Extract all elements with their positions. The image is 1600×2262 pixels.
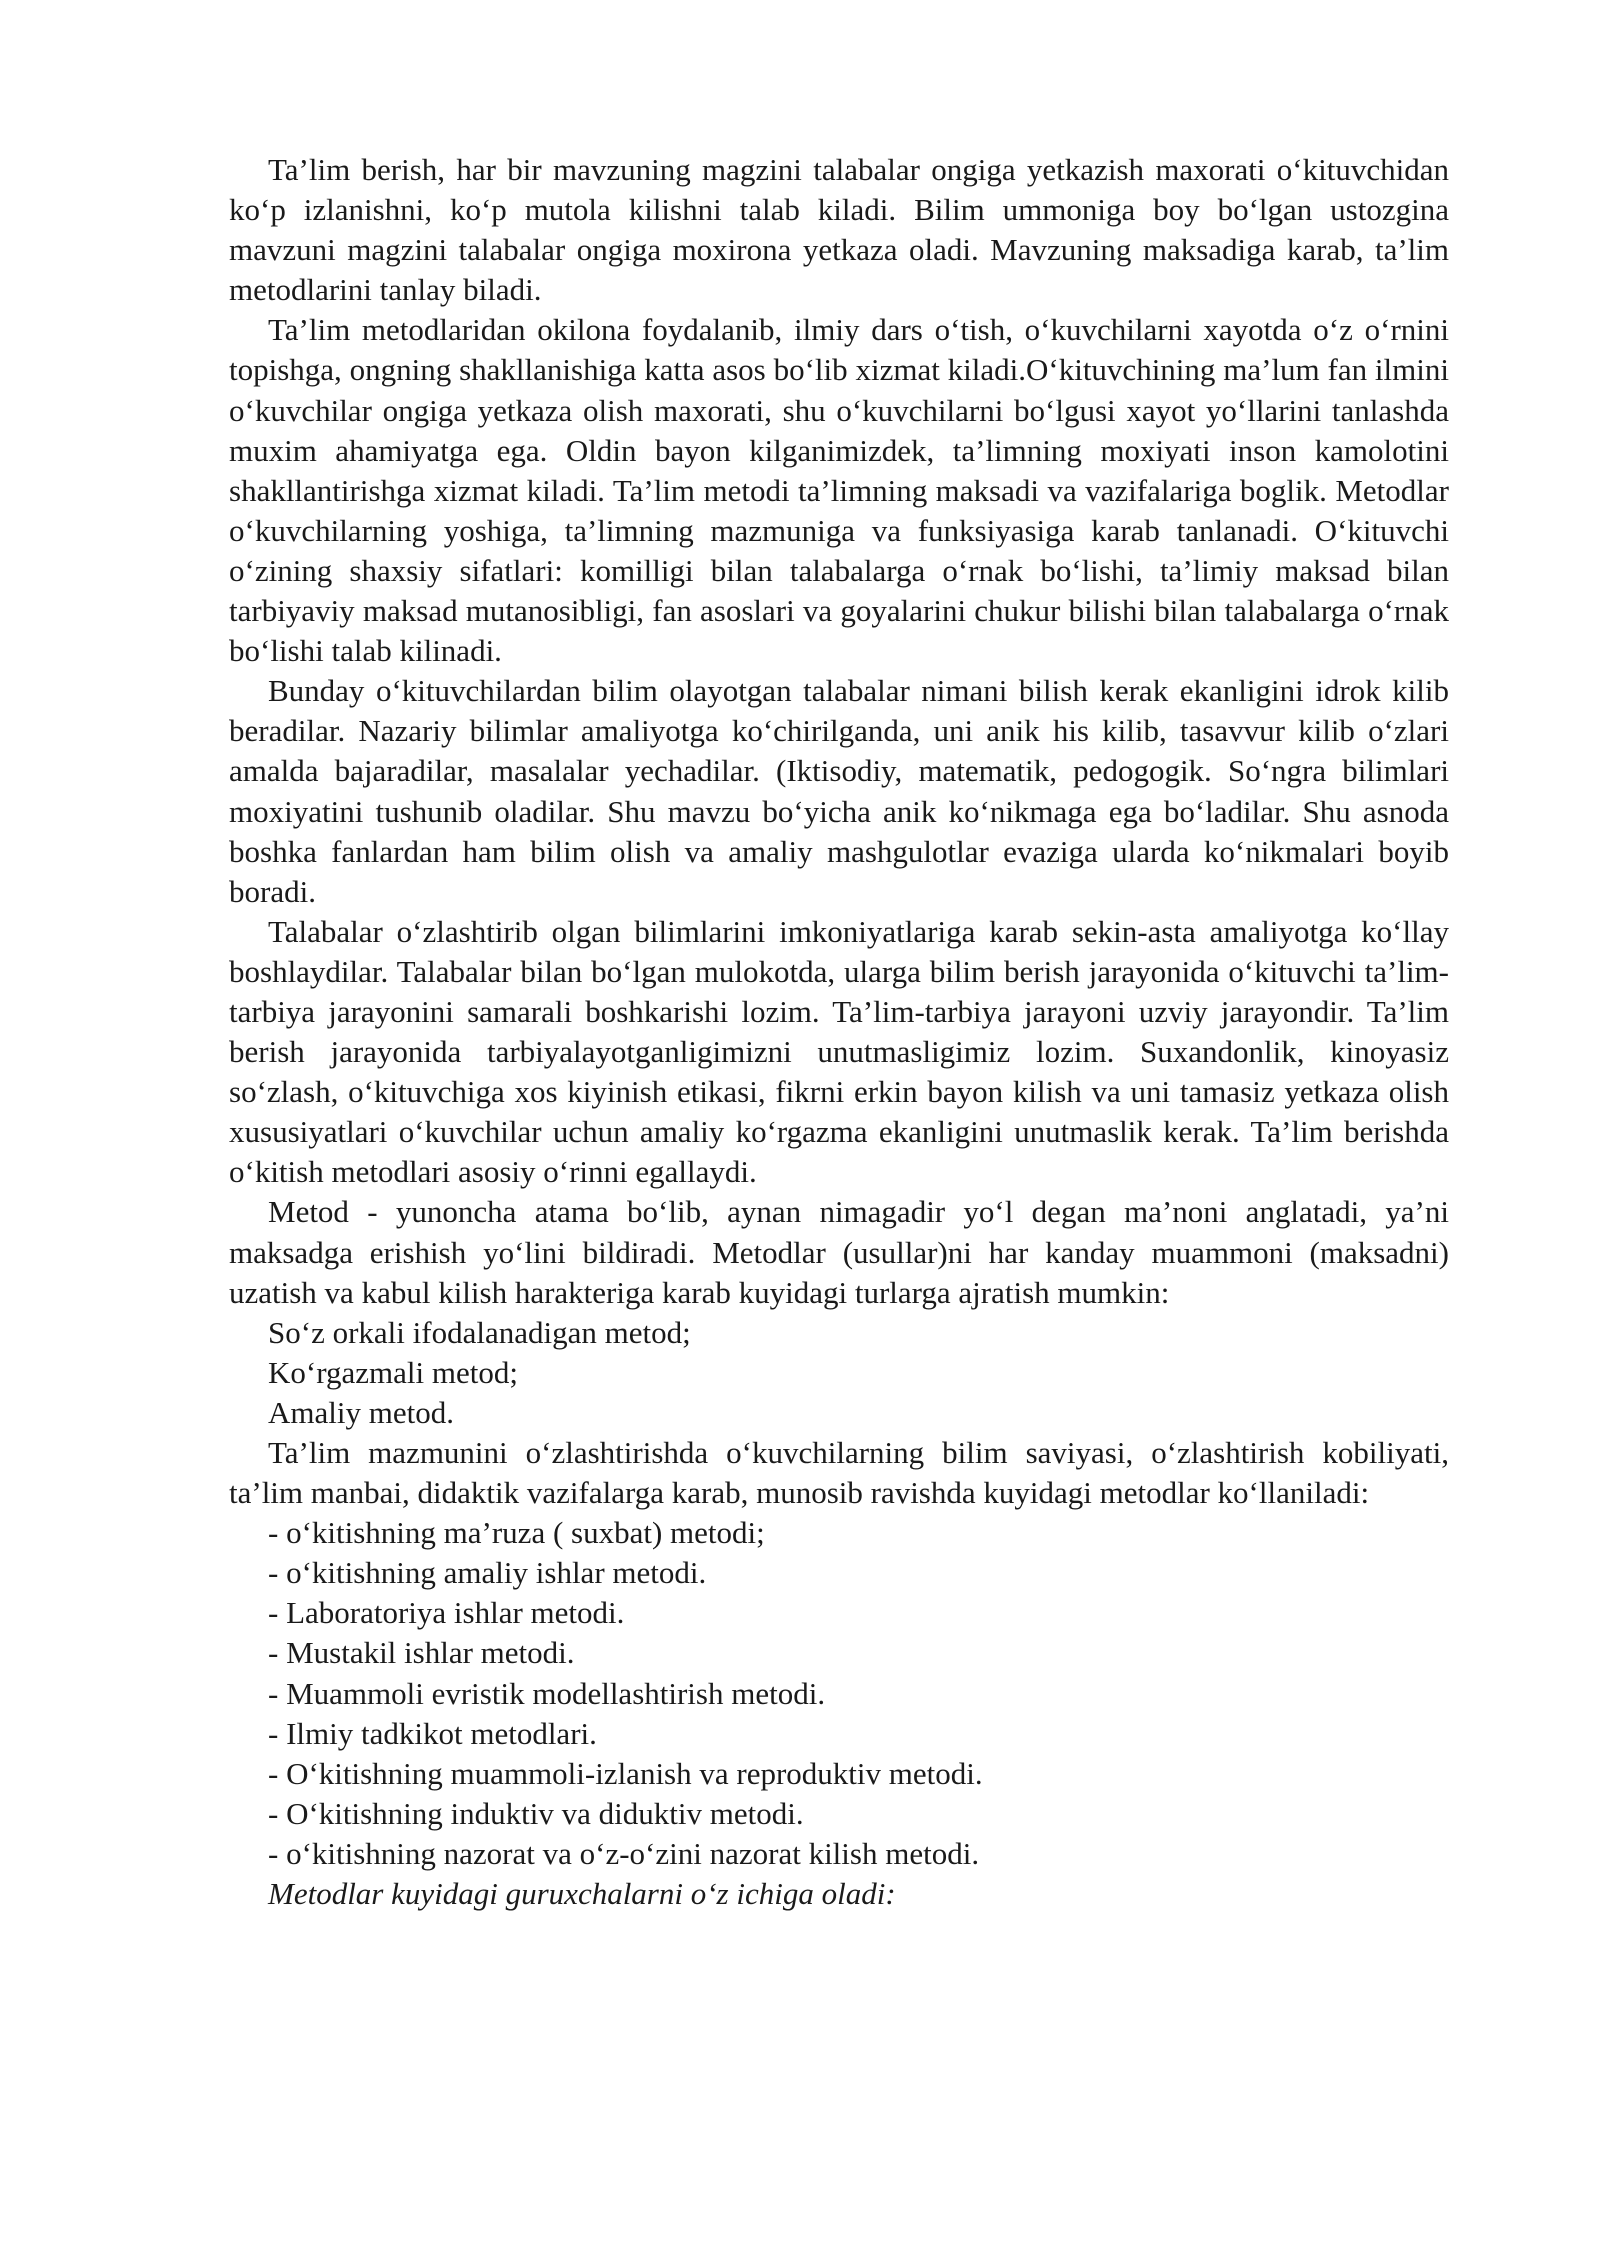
- list-item: - Muammoli evristik modellashtirish metodi.: [268, 1675, 826, 1711]
- list-item: - o‘kitishning ma’ruza ( suxbat) metodi;: [268, 1515, 765, 1551]
- document-page: [229, 150, 1449, 1914]
- paragraph-practice: Talabalar o‘zlashtirib olgan bilimlarini imkoniyatlariga karab sekin-asta amaliyotga ko‘llay boshlaydilar. Talabalar bilan bo‘lgan mulokotda, ularga bilim berish jarayonida o‘kituvchi ta’lim-tarbiya jarayonini samarali boshkarishi lozim. Ta’lim-tarbiya jarayoni uzviy jarayondir. Ta’lim berish jarayonida tarbiyalayotganligimizni unutmasligimiz lozim. Suxandonlik, kinoyasiz so‘zlash, o‘kituvchiga xos kiyinish etikasi, fikrni erkin bayon kilish va uni tamasiz yetkaza olish xususiyatlari o‘kuvchilar uchun amaliy ko‘rgazma ekanligini unutmaslik kerak. Ta’lim berishda o‘kitish metodlari asosiy o‘rinni egallaydi.: [229, 913, 1449, 1190]
- list-item: - o‘kitishning amaliy ishlar metodi.: [268, 1555, 707, 1591]
- list-item: Amaliy metod.: [268, 1394, 454, 1430]
- paragraph-students-knowledge: Bunday o‘kituvchilardan bilim olayotgan talabalar nimani bilish kerak ekanligini idrok kilib beradilar. Nazariy bilimlar amaliyotga ko‘chirilganda, uni anik his kilib, tasavvur kilib o‘zlari amalda bajaradilar, masalalar yechadilar. (Iktisodiy, matematik, pedogogik. So‘ngra bilimlari moxiyatini tushunib oladilar. Shu mavzu bo‘yicha anik ko‘nikmaga ega bo‘ladilar. Shu asnoda boshka fanlardan ham bilim olish va amaliy mashgulotlar evaziga ularda ko‘nikmalari boyib boradi.: [229, 673, 1449, 909]
- paragraph-teaching-skill: Ta’lim berish, har bir mavzuning magzini talabalar ongiga yetkazish maxorati o‘kituvchidan ko‘p izlanishni, ko‘p mutola kilishni talab kiladi. Bilim ummoniga boy bo‘lgan ustozgina mavzuni magzini talabalar ongiga moxirona yetkaza oladi. Mavzuning maksadiga karab, ta’lim metodlarini tanlay biladi.: [229, 152, 1449, 308]
- paragraph-methods-intro: Ta’lim mazmunini o‘zlashtirishda o‘kuvchilarning bilim saviyasi, o‘zlashtirish kobiliyati, ta’lim manbai, didaktik vazifalarga karab, munosib ravishda kuyidagi metodlar ko‘llaniladi:: [229, 1435, 1449, 1511]
- list-item: - O‘kitishning muammoli-izlanish va reproduktiv metodi.: [268, 1755, 983, 1791]
- list-item: - Ilmiy tadkikot metodlari.: [268, 1715, 597, 1751]
- method-types-list: [229, 1313, 1449, 1433]
- paragraph-method-definition: Metod - yunoncha atama bo‘lib, aynan nimagadir yo‘l degan ma’noni anglatadi, ya’ni maksadga erishish yo‘lini bildiradi. Metodlar (usullar)ni har kanday muammoni (maksadni) uzatish va kabul kilish harakteriga karab kuyidagi turlarga ajratish mumkin:: [229, 1194, 1449, 1310]
- list-item: So‘z orkali ifodalanadigan metod;: [268, 1314, 691, 1350]
- list-item: - o‘kitishning nazorat va o‘z-o‘zini nazorat kilish metodi.: [268, 1835, 980, 1871]
- list-item: - O‘kitishning induktiv va diduktiv metodi.: [268, 1795, 804, 1831]
- closing-italic-heading: Metodlar kuyidagi guruxchalarni o‘z ichiga oladi:: [268, 1876, 896, 1912]
- list-item: - Laboratoriya ishlar metodi.: [268, 1595, 625, 1631]
- list-item: Ko‘rgazmali metod;: [268, 1354, 518, 1390]
- paragraph-teaching-methods: Ta’lim metodlaridan okilona foydalanib, ilmiy dars o‘tish, o‘kuvchilarni xayotda o‘z o‘rnini topishga, ongning shakllanishiga katta asos bo‘lib xizmat kiladi.O‘kituvchining ma’lum fan ilmini o‘kuvchilar ongiga yetkaza olish maxorati, shu o‘kuvchilarni bo‘lgusi xayot yo‘llarini tanlashda muxim ahamiyatga ega. Oldin bayon kilganimizdek, ta’limning moxiyati inson kamolotini shakllantirishga xizmat kiladi. Ta’lim metodi ta’limning maksadi va vazifalariga boglik. Metodlar o‘kuvchilarning yoshiga, ta’limning mazmuniga va funksiyasiga karab tanlanadi. O‘kituvchi o‘zining shaxsiy sifatlari: komilligi bilan talabalarga o‘rnak bo‘lishi, ta’limiy maksad bilan tarbiyaviy maksad mutanosibligi, fan asoslari va goyalarini chukur bilishi bilan talabalarga o‘rnak bo‘lishi talab kilinadi.: [229, 312, 1449, 669]
- list-item: - Mustakil ishlar metodi.: [268, 1635, 575, 1671]
- methods-list: [229, 1513, 1449, 1874]
